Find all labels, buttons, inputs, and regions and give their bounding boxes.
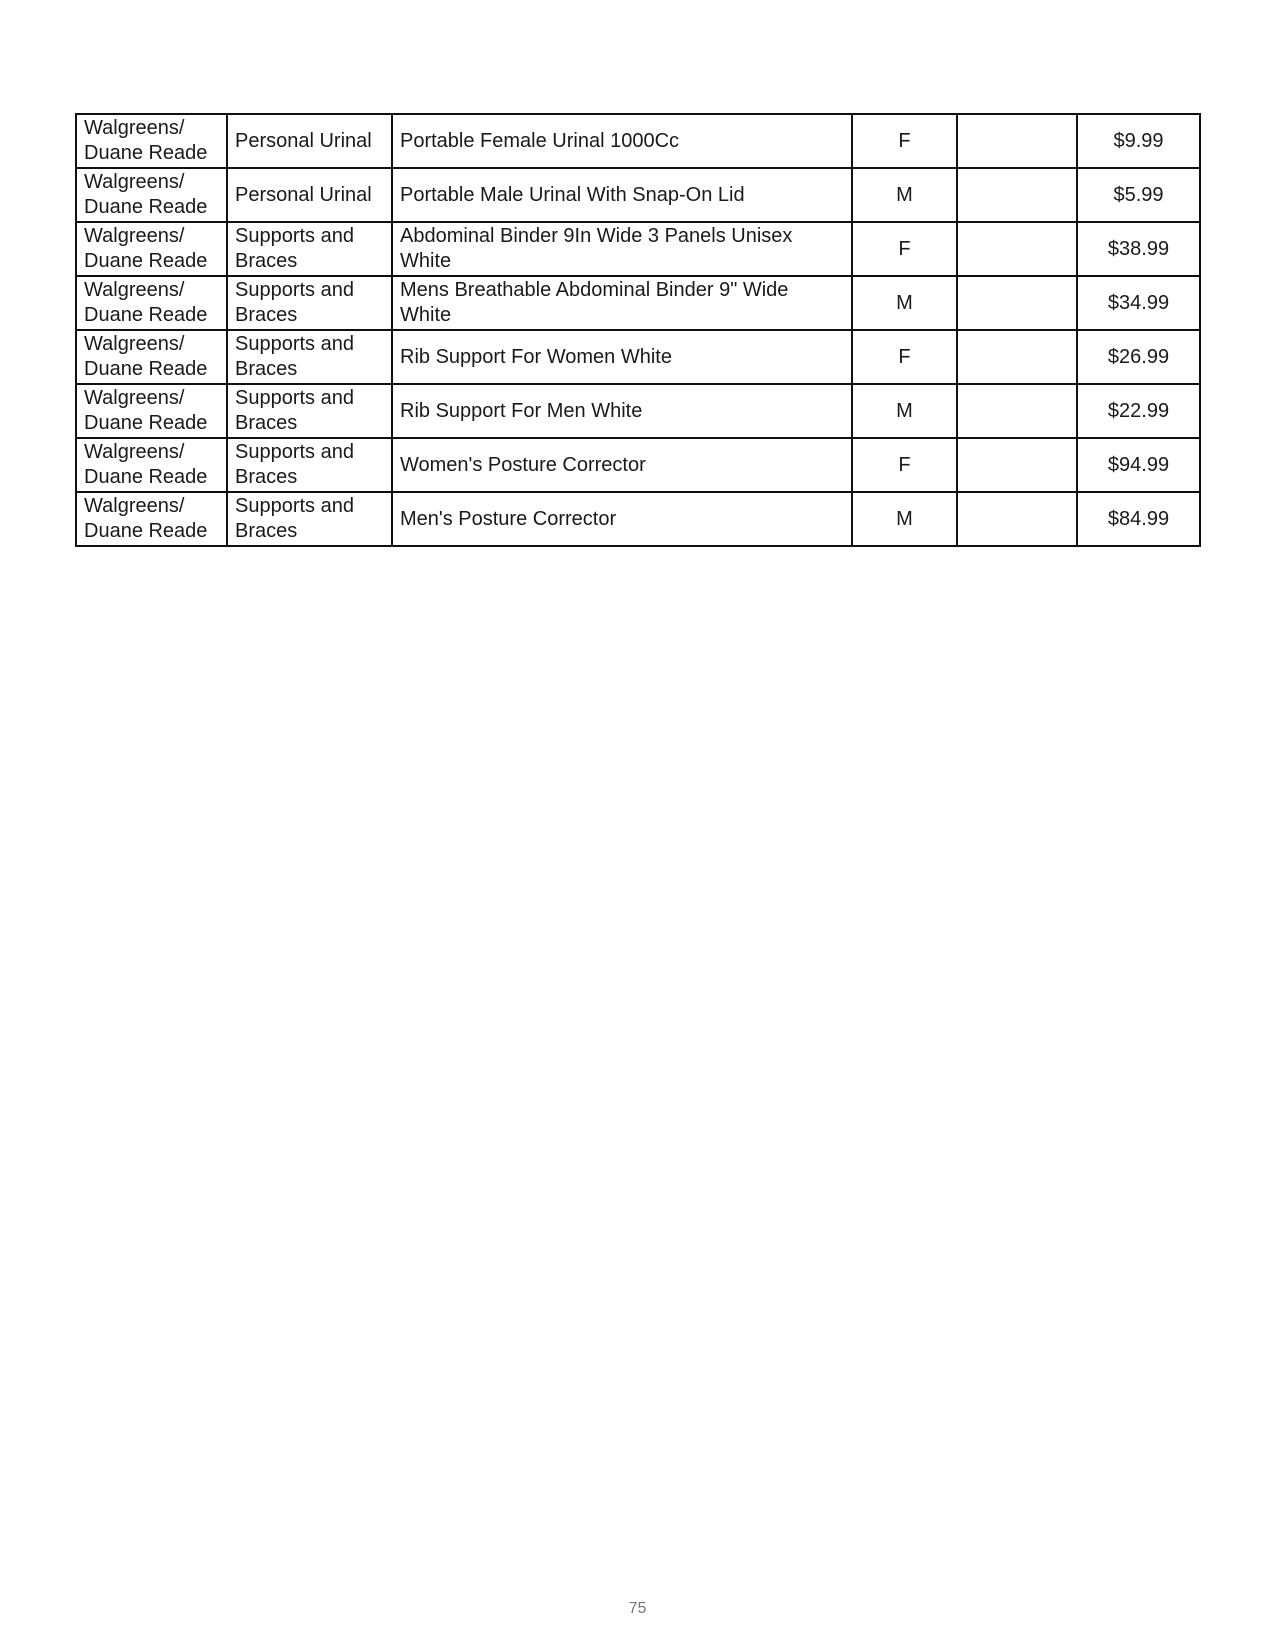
product-name: Rib Support For Women White (400, 345, 672, 368)
gender-cell (852, 492, 957, 546)
table-row (76, 168, 1200, 222)
gender-code: F (898, 237, 911, 260)
price-cell (1077, 492, 1200, 546)
category-text-line-1: Supports and (235, 333, 354, 355)
category-cell (227, 114, 392, 168)
product-cell (392, 276, 852, 330)
product-name: Rib Support For Men White (400, 399, 643, 422)
gender-code: F (898, 453, 911, 476)
product-name: Portable Female Urinal 1000Cc (400, 129, 680, 152)
category-cell (227, 168, 392, 222)
category-text-line-1: Supports and (235, 225, 354, 247)
blank-cell (957, 222, 1077, 276)
product-name: Portable Male Urinal With Snap-On Lid (400, 183, 745, 206)
blank-cell (957, 330, 1077, 384)
category-text-line-1: Personal Urinal (235, 183, 372, 206)
table-row (76, 438, 1200, 492)
price-cell (1077, 438, 1200, 492)
retailer-text-line-1: Walgreens/ (84, 225, 185, 247)
gender-code: M (896, 183, 913, 206)
gender-code: F (898, 129, 911, 152)
price-value: $9.99 (1113, 129, 1164, 152)
retailer-text-line-1: Walgreens/ (84, 495, 185, 517)
price-cell (1077, 114, 1200, 168)
product-cell (392, 222, 852, 276)
blank-cell (957, 168, 1077, 222)
retailer-text-line-1: Walgreens/ (84, 387, 185, 409)
category-text-line-1: Supports and (235, 279, 354, 301)
product-cell (392, 330, 852, 384)
gender-cell (852, 276, 957, 330)
retailer-text-line-2: Duane Reade (84, 412, 208, 434)
price-value: $84.99 (1107, 507, 1170, 530)
price-value: $22.99 (1107, 399, 1170, 422)
category-text-line-2: Braces (235, 412, 298, 434)
blank-cell (957, 114, 1077, 168)
table-row (76, 276, 1200, 330)
category-text-line-1: Supports and (235, 495, 354, 517)
product-name: Mens Breathable Abdominal Binder 9" Wide White (400, 279, 789, 326)
gender-code: M (896, 399, 913, 422)
blank-cell (957, 384, 1077, 438)
category-text-line-2: Braces (235, 466, 298, 488)
blank-cell (957, 438, 1077, 492)
gender-cell (852, 330, 957, 384)
retailer-text-line-2: Duane Reade (84, 250, 208, 272)
gender-cell (852, 222, 957, 276)
retailer-text-line-2: Duane Reade (84, 358, 208, 380)
product-name: Men's Posture Corrector (400, 507, 617, 530)
category-cell (227, 276, 392, 330)
page-number: 75 (628, 1600, 647, 1617)
table-row (76, 492, 1200, 546)
price-cell (1077, 168, 1200, 222)
category-cell (227, 330, 392, 384)
category-text-line-1: Personal Urinal (235, 129, 372, 152)
price-value: $38.99 (1107, 237, 1170, 260)
table-row (76, 114, 1200, 168)
retailer-text-line-1: Walgreens/ (84, 117, 185, 139)
category-text-line-2: Braces (235, 304, 298, 326)
price-value: $34.99 (1107, 291, 1170, 314)
retailer-cell (76, 222, 227, 276)
category-cell (227, 438, 392, 492)
category-text-line-1: Supports and (235, 441, 354, 463)
retailer-text-line-2: Duane Reade (84, 520, 208, 542)
category-cell (227, 492, 392, 546)
table-row (76, 330, 1200, 384)
table-row (76, 222, 1200, 276)
table-body (76, 114, 1200, 546)
price-value: $5.99 (1113, 183, 1164, 206)
price-cell (1077, 222, 1200, 276)
product-cell (392, 168, 852, 222)
retailer-cell (76, 114, 227, 168)
gender-cell (852, 438, 957, 492)
gender-cell (852, 168, 957, 222)
price-cell (1077, 330, 1200, 384)
retailer-text-line-2: Duane Reade (84, 304, 208, 326)
category-text-line-1: Supports and (235, 387, 354, 409)
blank-cell (957, 276, 1077, 330)
gender-code: F (898, 345, 911, 368)
retailer-text-line-2: Duane Reade (84, 196, 208, 218)
product-cell (392, 438, 852, 492)
product-cell (392, 492, 852, 546)
gender-code: M (896, 507, 913, 530)
retailer-cell (76, 384, 227, 438)
retailer-cell (76, 492, 227, 546)
retailer-cell (76, 330, 227, 384)
table-row (76, 384, 1200, 438)
product-cell (392, 114, 852, 168)
retailer-text-line-2: Duane Reade (84, 142, 208, 164)
category-text-line-2: Braces (235, 250, 298, 272)
retailer-text-line-1: Walgreens/ (84, 279, 185, 301)
price-cell (1077, 276, 1200, 330)
retailer-text-line-2: Duane Reade (84, 466, 208, 488)
gender-cell (852, 114, 957, 168)
price-value: $26.99 (1107, 345, 1170, 368)
category-text-line-2: Braces (235, 358, 298, 380)
category-cell (227, 222, 392, 276)
price-value: $94.99 (1107, 453, 1170, 476)
product-cell (392, 384, 852, 438)
product-name: Women's Posture Corrector (400, 453, 646, 476)
category-text-line-2: Braces (235, 520, 298, 542)
gender-code: M (896, 291, 913, 314)
product-price-table (75, 113, 1201, 547)
retailer-text-line-1: Walgreens/ (84, 441, 185, 463)
price-cell (1077, 384, 1200, 438)
retailer-text-line-1: Walgreens/ (84, 333, 185, 355)
retailer-cell (76, 438, 227, 492)
retailer-cell (76, 276, 227, 330)
retailer-cell (76, 168, 227, 222)
category-cell (227, 384, 392, 438)
retailer-text-line-1: Walgreens/ (84, 171, 185, 193)
blank-cell (957, 492, 1077, 546)
product-name: Abdominal Binder 9In Wide 3 Panels Unisex White (400, 225, 793, 272)
gender-cell (852, 384, 957, 438)
